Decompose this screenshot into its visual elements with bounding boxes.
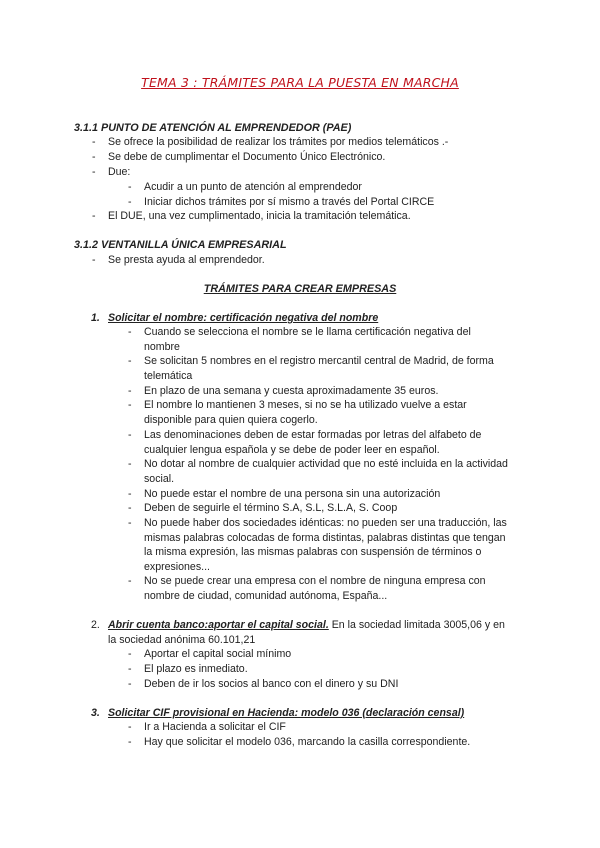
list-item: Se ofrece la posibilidad de realizar los trámites por medios telemáticos .- bbox=[108, 136, 449, 148]
bullet-dash: - bbox=[128, 736, 132, 748]
step-1-line: El nombre lo mantienen 3 meses, si no se ha utilizado vuelve a estar bbox=[144, 399, 467, 411]
bullet-dash: - bbox=[128, 196, 132, 208]
step-number: 1. bbox=[91, 312, 100, 324]
bullet-dash: - bbox=[128, 575, 132, 587]
step-1-line: nombre de ciudad, comunidad autónoma, España... bbox=[144, 590, 388, 602]
step-1-line: En plazo de una semana y cuesta aproximadamente 35 euros. bbox=[144, 385, 439, 397]
list-item: Se presta ayuda al emprendedor. bbox=[108, 254, 265, 266]
list-item: Se debe de cumplimentar el Documento Único Electrónico. bbox=[108, 151, 386, 163]
bullet-dash: - bbox=[92, 254, 96, 266]
step-1-line: cualquier lengua española y se debe de poder leer en español. bbox=[144, 444, 440, 456]
bullet-dash: - bbox=[92, 151, 96, 163]
bullet-dash: - bbox=[92, 136, 96, 148]
step-1-line: Se solicitan 5 nombres en el registro mercantil central de Madrid, de forma bbox=[144, 355, 494, 367]
bullet-dash: - bbox=[128, 721, 132, 733]
bullet-dash: - bbox=[92, 210, 96, 222]
step-2-line: Deben de ir los socios al banco con el dinero y su DNI bbox=[144, 678, 399, 690]
bullet-dash: - bbox=[128, 385, 132, 397]
subtitle-tramites: TRÁMITES PARA CREAR EMPRESAS bbox=[203, 283, 397, 295]
step-1-line: telemática bbox=[144, 370, 193, 382]
step-3-line: Hay que solicitar el modelo 036, marcando la casilla correspondiente. bbox=[144, 736, 471, 748]
step-2-title: Abrir cuenta banco:aportar el capital social. bbox=[108, 619, 329, 631]
section-heading-ventanilla: 3.1.2 VENTANILLA ÚNICA EMPRESARIAL bbox=[74, 239, 287, 251]
bullet-dash: - bbox=[128, 399, 132, 411]
bullet-dash: - bbox=[128, 517, 132, 529]
step-1-line: Deben de seguirle el término S.A, S.L, S.L.A, S. Coop bbox=[144, 502, 398, 514]
step-1-line: Las denominaciones deben de estar formadas por letras del alfabeto de bbox=[144, 429, 482, 441]
bullet-dash: - bbox=[92, 166, 96, 178]
step-1-line: No puede estar el nombre de una persona sin una autorización bbox=[144, 488, 441, 500]
step-2-line: Aportar el capital social mínimo bbox=[144, 648, 292, 660]
step-3-title: Solicitar CIF provisional en Hacienda: modelo 036 (declaración censal) bbox=[108, 707, 465, 719]
bullet-dash: - bbox=[128, 502, 132, 514]
step-1-line: No dotar al nombre de cualquier actividad que no esté incluida en la actividad bbox=[144, 458, 508, 470]
step-1-line: No se puede crear una empresa con el nombre de ninguna empresa con bbox=[144, 575, 486, 587]
bullet-dash: - bbox=[128, 678, 132, 690]
bullet-dash: - bbox=[128, 488, 132, 500]
step-1-title: Solicitar el nombre: certificación negativa del nombre bbox=[108, 312, 379, 324]
document-title: TEMA 3 : TRÁMITES PARA LA PUESTA EN MARCHA bbox=[141, 75, 459, 90]
step-2-line: El plazo es inmediato. bbox=[144, 663, 248, 675]
bullet-dash: - bbox=[128, 648, 132, 660]
step-1-line: disponible para quien quiera cogerlo. bbox=[144, 414, 318, 426]
step-1-line: social. bbox=[144, 473, 175, 485]
step-1-line: expresiones... bbox=[144, 561, 210, 573]
step-number: 3. bbox=[91, 707, 100, 719]
bullet-dash: - bbox=[128, 326, 132, 338]
bullet-dash: - bbox=[128, 663, 132, 675]
step-3-line: Ir a Hacienda a solicitar el CIF bbox=[144, 721, 286, 733]
list-item: Due: bbox=[108, 166, 131, 178]
step-1-line: mismas palabras colocadas de forma distintas, palabras distintas que tengan bbox=[144, 532, 506, 544]
sub-list-item: Iniciar dichos trámites por sí mismo a través del Portal CIRCE bbox=[144, 196, 435, 208]
section-heading-pae: 3.1.1 PUNTO DE ATENCIÓN AL EMPRENDEDOR (PAE) bbox=[74, 122, 352, 134]
step-number: 2. bbox=[91, 619, 100, 631]
bullet-dash: - bbox=[128, 181, 132, 193]
step-1-line: nombre bbox=[144, 341, 180, 353]
step-2-title-line2: la sociedad anónima 60.101,21 bbox=[108, 634, 256, 646]
step-1-line: No puede haber dos sociedades idénticas: no pueden ser una traducción, las bbox=[144, 517, 507, 529]
step-1-line: la misma expresión, las mismas palabras con suspensión de términos o bbox=[144, 546, 482, 558]
step-2-title-line bbox=[108, 618, 505, 632]
bullet-dash: - bbox=[128, 458, 132, 470]
bullet-dash: - bbox=[128, 355, 132, 367]
sub-list-item: Acudir a un punto de atención al emprendedor bbox=[144, 181, 362, 193]
step-2-title-tail: En la sociedad limitada 3005,06 y en bbox=[328, 619, 505, 631]
list-item: El DUE, una vez cumplimentado, inicia la tramitación telemática. bbox=[108, 210, 411, 222]
step-1-line: Cuando se selecciona el nombre se le llama certificación negativa del bbox=[144, 326, 471, 338]
bullet-dash: - bbox=[128, 429, 132, 441]
